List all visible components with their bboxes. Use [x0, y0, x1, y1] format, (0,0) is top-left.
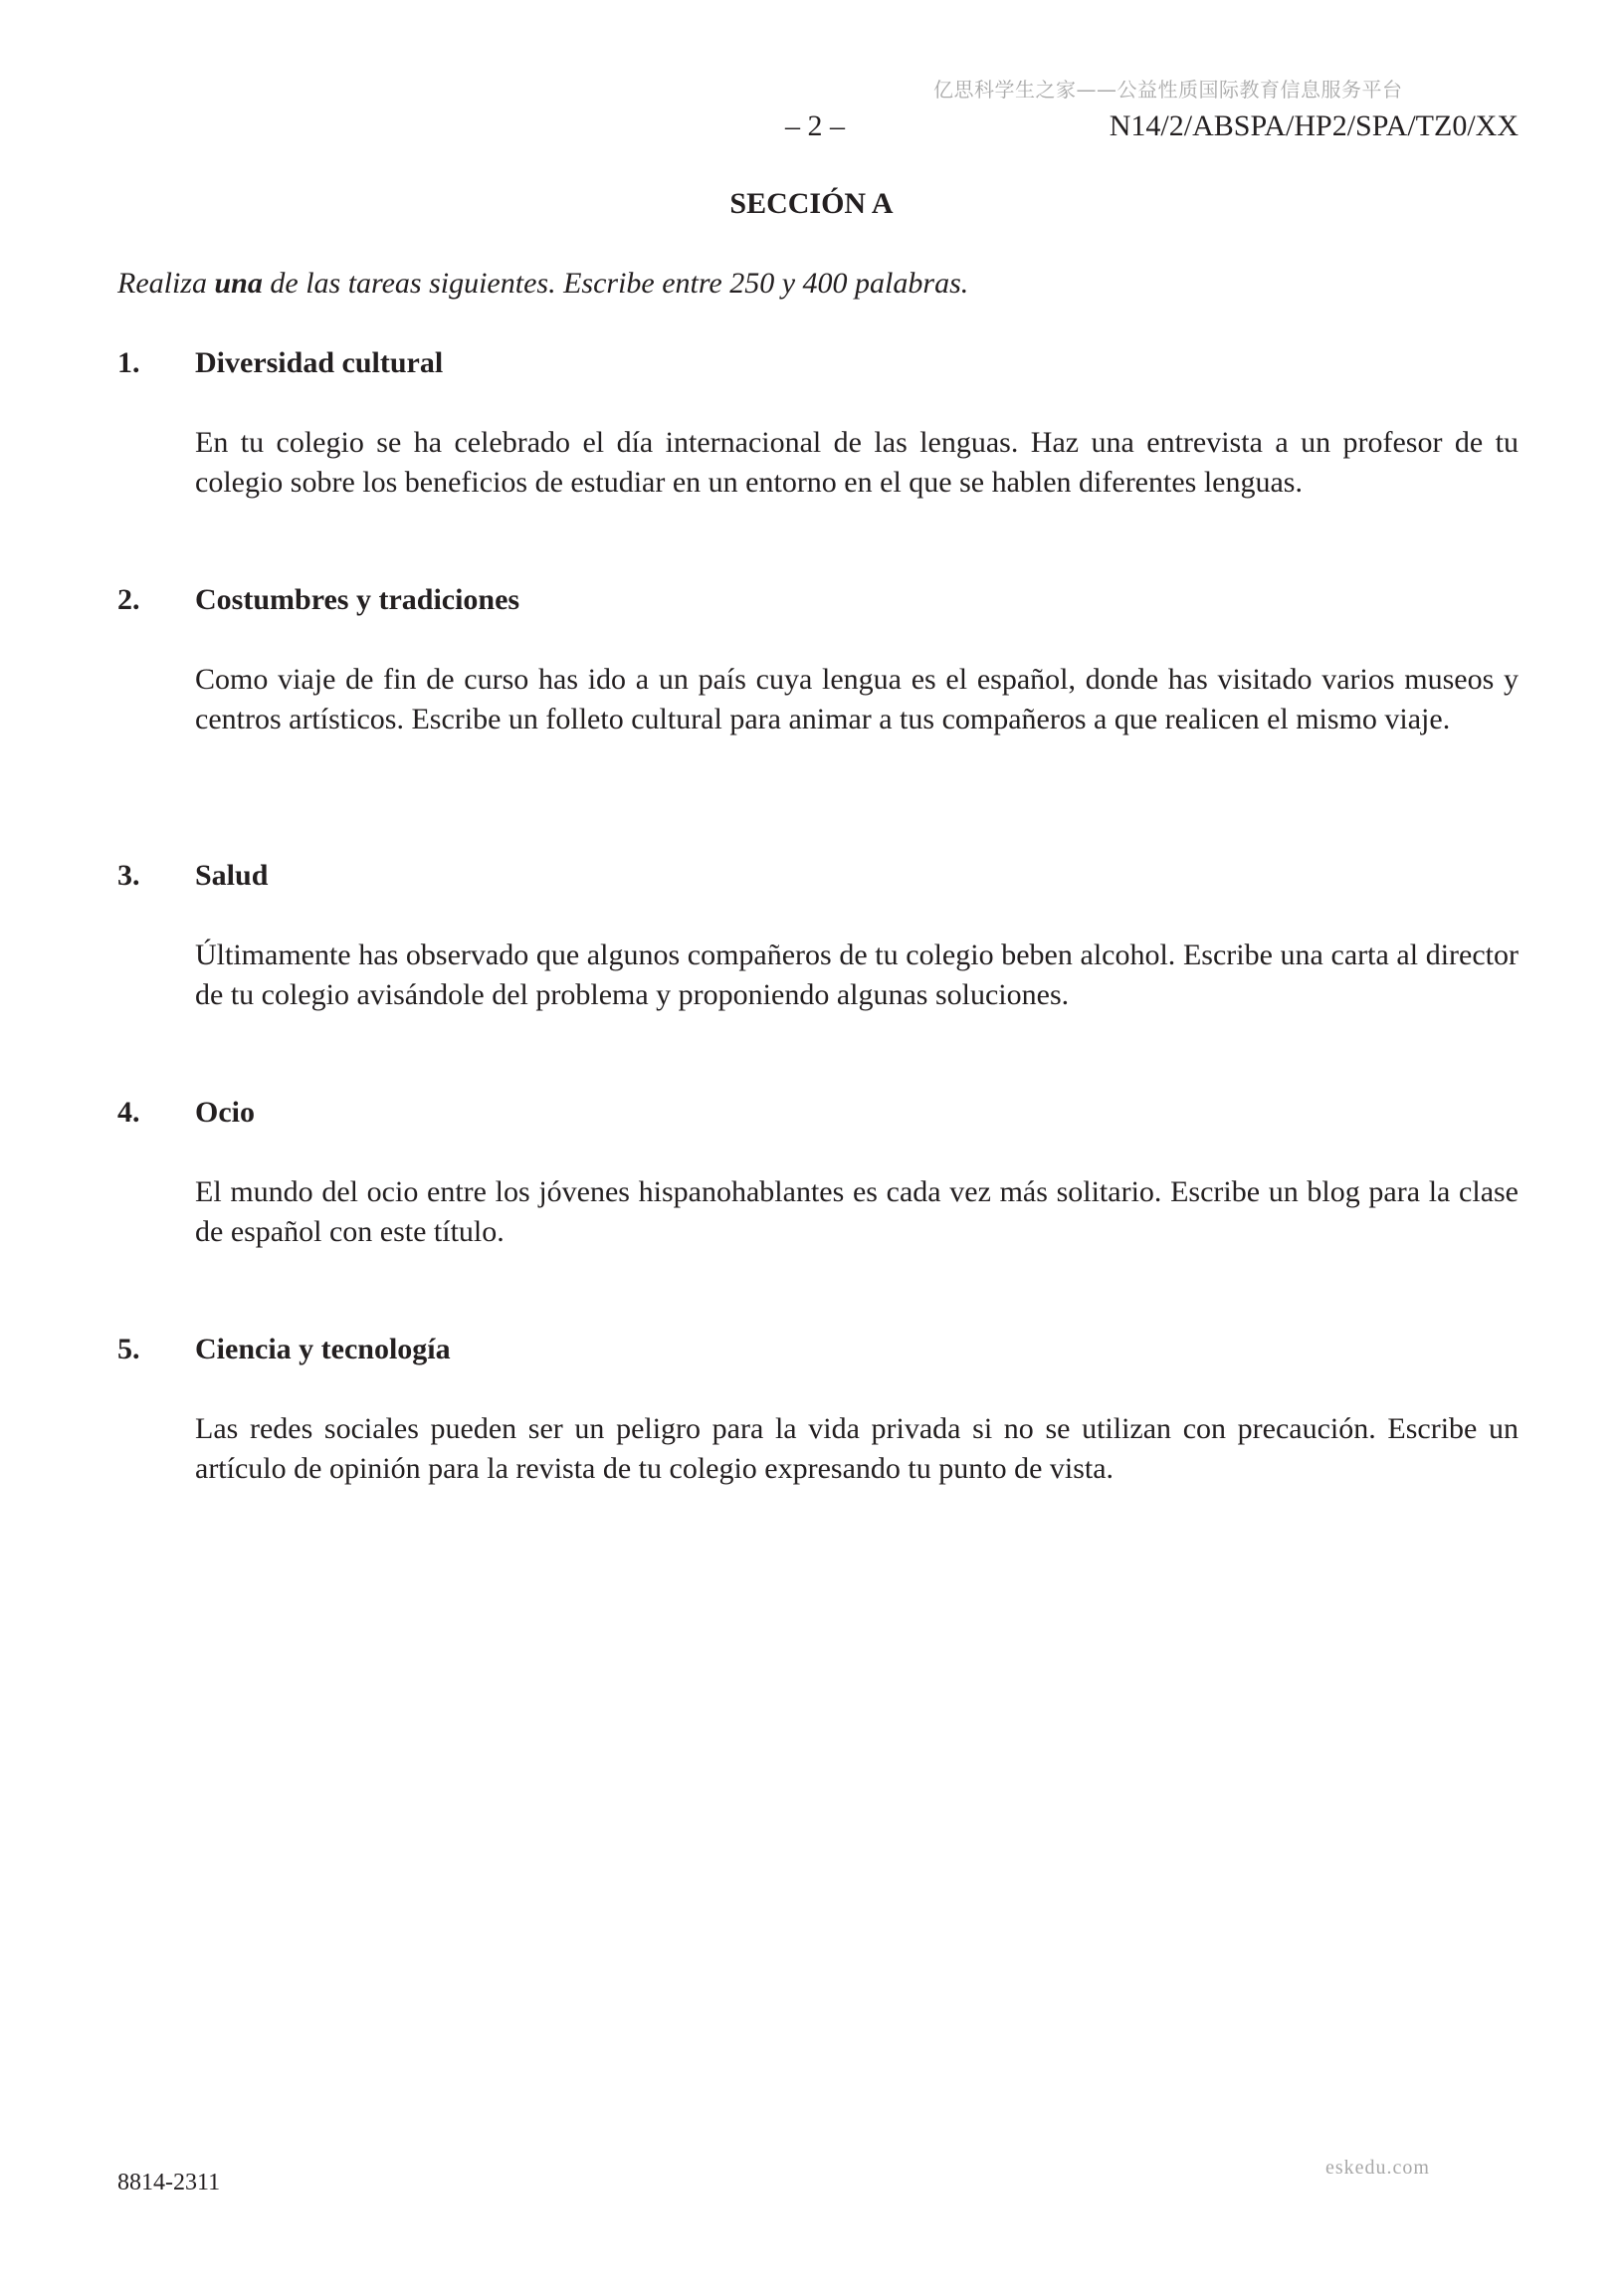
footer-code: 8814-2311: [117, 2170, 221, 2195]
watermark-top: 亿思科学生之家——公益性质国际教育信息服务平台: [933, 78, 1403, 102]
task-body: Últimamente has observado que algunos compañeros de tu colegio beben alcohol. Escribe una carta al director de tu colegio avisándole del problema y proponiendo algunas soluciones.: [195, 939, 1519, 1011]
task-number: 4.: [117, 1096, 140, 1129]
task-title: Ocio: [195, 1096, 255, 1129]
document-code: N14/2/ABSPA/HP2/SPA/TZ0/XX: [1109, 109, 1519, 142]
instructions-after: de las tareas siguientes. Escribe entre 250 y 400 palabras.: [262, 267, 969, 300]
task-title: Ciencia y tecnología: [195, 1333, 451, 1365]
task-title: Diversidad cultural: [195, 346, 444, 379]
task-body: En tu colegio se ha celebrado el día internacional de las lenguas. Haz una entrevista a un profesor de tu colegio sobre los beneficios de estudiar en un entorno en el que se hablen diferentes lenguas.: [195, 426, 1519, 499]
task-3: [117, 856, 1519, 1015]
section-title: SECCIÓN A: [729, 187, 894, 220]
task-4: [117, 1093, 1519, 1252]
task-heading: [117, 856, 1519, 896]
instructions-before: Realiza: [117, 267, 215, 300]
task-number: 1.: [117, 346, 140, 379]
task-heading: [117, 343, 1519, 383]
task-heading: [117, 580, 1519, 620]
task-5: [117, 1330, 1519, 1489]
page-number: – 2 –: [785, 109, 845, 142]
task-number: 3.: [117, 859, 140, 892]
task-title: Costumbres y tradiciones: [195, 583, 520, 616]
task-body: Las redes sociales pueden ser un peligro para la vida privada si no se utilizan con precaución. Escribe un artículo de opinión para la revista de tu colegio expresando tu punto de vista.: [195, 1412, 1519, 1485]
task-body: Como viaje de fin de curso has ido a un país cuya lengua es el español, donde has visitado varios museos y centros artísticos. Escribe un folleto cultural para animar a tus compañeros a que realicen el mismo viaje.: [195, 663, 1519, 735]
task-body: El mundo del ocio entre los jóvenes hispanohablantes es cada vez más solitario. Escribe un blog para la clase de español con este título.: [195, 1175, 1519, 1248]
task-heading: [117, 1330, 1519, 1369]
watermark-bottom: eskedu.com: [1325, 2157, 1430, 2179]
task-2: [117, 580, 1519, 739]
task-number: 2.: [117, 583, 140, 616]
instructions-emphasis: una: [214, 267, 263, 300]
task-1: [117, 343, 1519, 503]
instructions: [117, 267, 968, 301]
task-heading: [117, 1093, 1519, 1133]
task-number: 5.: [117, 1333, 140, 1365]
task-title: Salud: [195, 859, 269, 892]
